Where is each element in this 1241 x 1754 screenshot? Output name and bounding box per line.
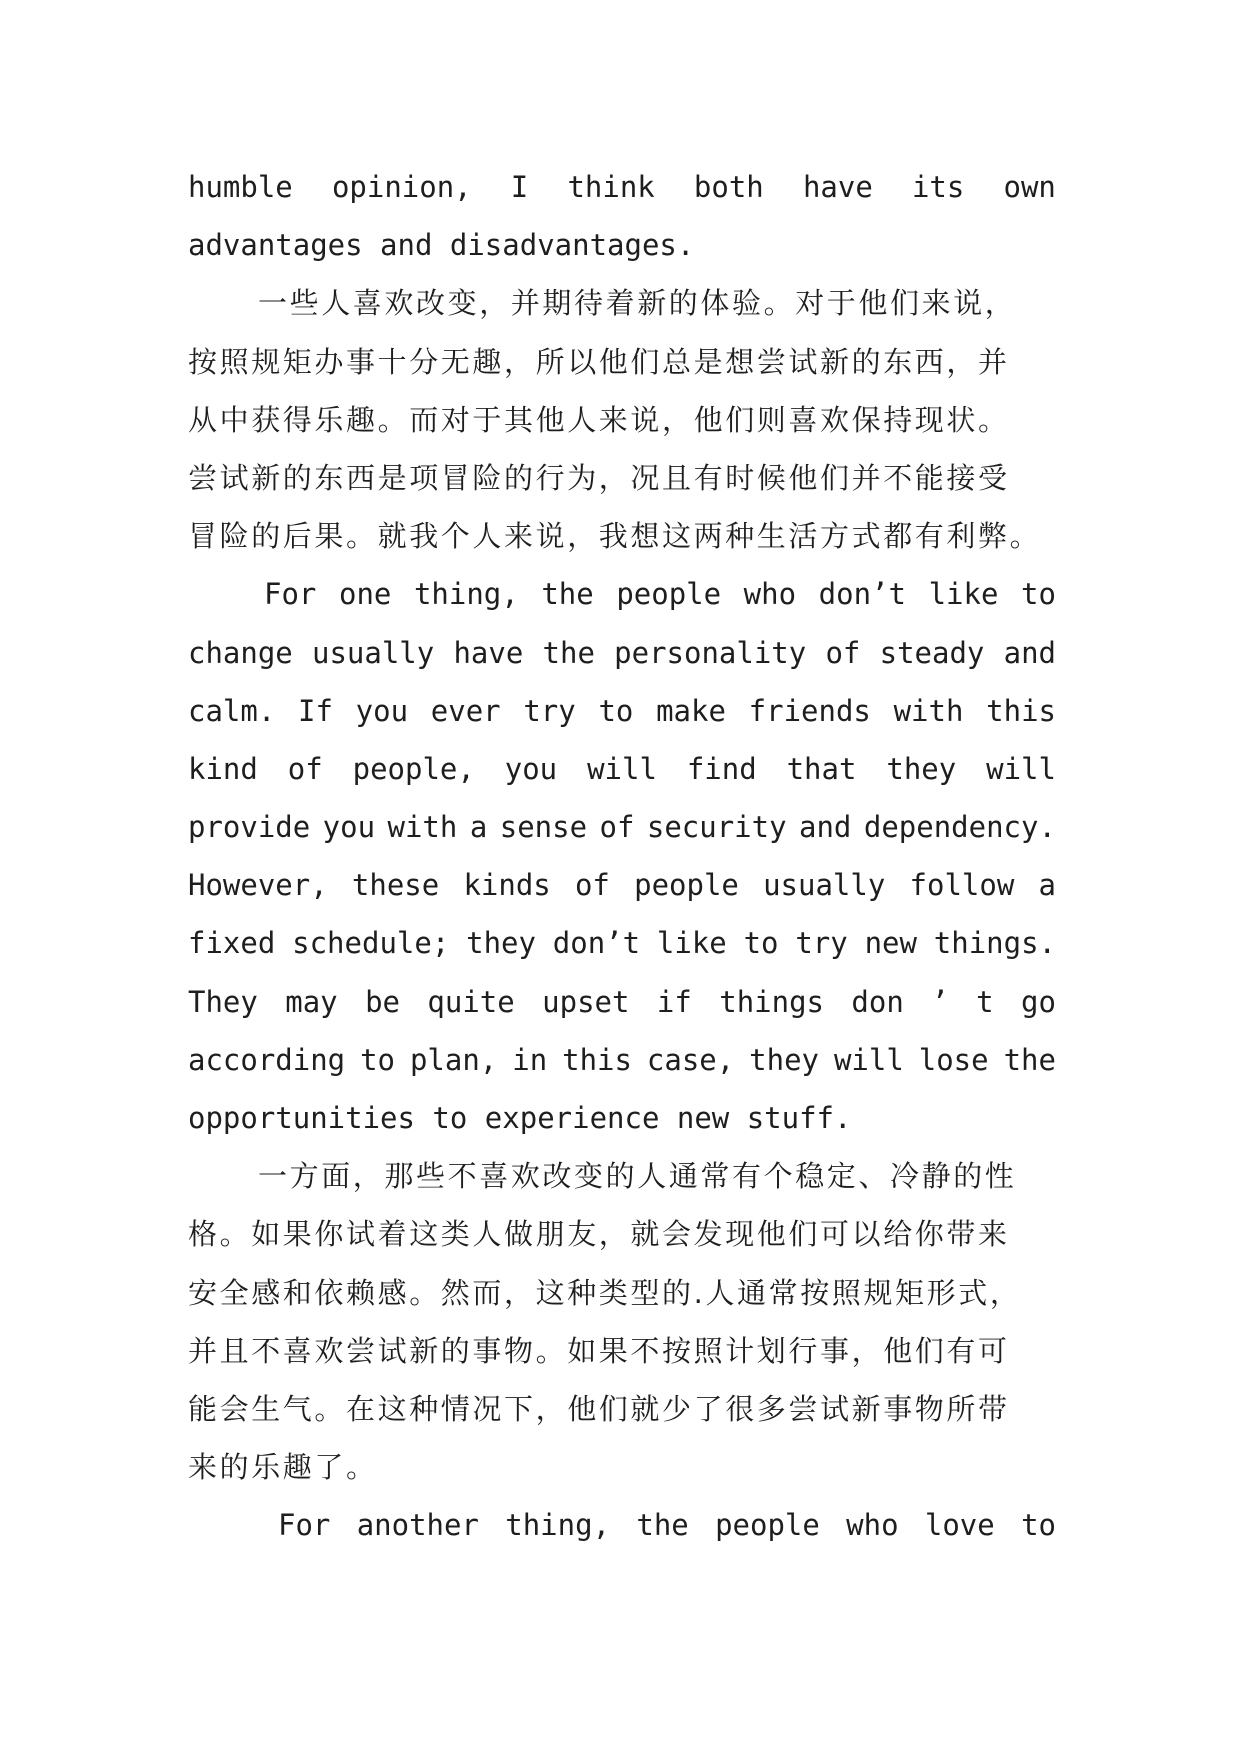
word: one: [338, 577, 392, 612]
word: that: [786, 751, 857, 786]
word: usually: [312, 635, 435, 670]
word: try: [795, 926, 848, 961]
word: the: [542, 635, 595, 670]
word: another: [356, 1508, 479, 1543]
word: who: [846, 1508, 899, 1543]
word: case,: [646, 1042, 735, 1077]
word: For: [264, 577, 317, 612]
word: usually: [763, 868, 886, 903]
word: opinion,: [331, 170, 472, 204]
word: kind: [188, 751, 258, 786]
word: a: [469, 810, 488, 845]
word: find: [686, 751, 757, 786]
word: love: [924, 1508, 995, 1543]
word: follow: [909, 868, 1015, 903]
english-text-line: [188, 914, 1056, 972]
word: like: [928, 577, 999, 612]
chinese-text-line: 冒险的后果。就我个人来说，我想这两种生活方式都有利弊。: [188, 519, 1042, 554]
word: If: [298, 693, 333, 728]
word: change: [188, 635, 293, 670]
word: personality: [614, 635, 807, 670]
word: of: [287, 751, 323, 786]
word: to: [598, 693, 634, 728]
text-column: [188, 158, 1056, 1555]
word: have: [453, 635, 524, 670]
word: according: [188, 1042, 346, 1077]
word: security: [646, 810, 787, 845]
word: the: [541, 577, 594, 612]
chinese-text-line: 来的乐趣了。: [188, 1450, 378, 1485]
word: and: [799, 810, 852, 845]
word: plan,: [409, 1042, 498, 1077]
word: these: [351, 868, 440, 903]
chinese-text-line: 并且不喜欢尝试新的事物。如果不按照计划行事，他们有可: [188, 1333, 1010, 1368]
chinese-text-line: 能会生气。在这种情况下，他们就少了很多尝试新事物所带: [188, 1391, 1010, 1426]
english-text-line: [188, 798, 1056, 856]
word: things.: [933, 926, 1056, 961]
word: to: [743, 926, 779, 961]
word: and: [1003, 635, 1056, 670]
word: However,: [188, 868, 328, 903]
word: new: [864, 926, 917, 961]
chinese-text-line: 尝试新的东西是项冒险的行为，况且有时候他们并不能接受: [188, 460, 1010, 495]
word: lose: [918, 1042, 989, 1077]
english-text-line: [188, 624, 1056, 682]
word: people,: [352, 751, 475, 786]
word: schedule;: [292, 926, 450, 961]
word: upset: [542, 984, 630, 1019]
english-text-line: [188, 1496, 1056, 1554]
word: its: [911, 170, 965, 204]
word: will: [833, 1042, 904, 1077]
word: you: [504, 751, 558, 786]
word: they: [466, 926, 536, 961]
word: t: [976, 984, 994, 1019]
word: you: [322, 810, 376, 845]
chinese-text-line: 按照规矩办事十分无趣，所以他们总是想尝试新的东西，并: [188, 344, 1010, 379]
word: try: [523, 693, 576, 728]
word: to: [1021, 577, 1056, 612]
word: may: [285, 984, 338, 1019]
word: the: [636, 1508, 689, 1543]
word: both: [693, 170, 764, 204]
word: provide: [188, 810, 311, 845]
chinese-text-line: 格。如果你试着这类人做朋友，就会发现他们可以给你带来: [188, 1217, 1010, 1252]
chinese-text-line: 安全感和依赖感。然而，这种类型的.人通常按照规矩形式，: [188, 1275, 1022, 1310]
word: will: [587, 751, 657, 786]
word: ’: [931, 984, 949, 1019]
word: thing,: [413, 577, 519, 612]
chinese-text-line: 一些人喜欢改变，并期待着新的体验。对于他们来说，: [258, 286, 1017, 321]
word: people: [634, 868, 739, 903]
word: people: [616, 577, 722, 612]
word: this: [986, 693, 1056, 728]
word: of: [574, 868, 610, 903]
word: thing,: [505, 1508, 611, 1543]
word: the: [1003, 1042, 1056, 1077]
word: of: [825, 635, 861, 670]
word: quite: [427, 984, 515, 1019]
word: think: [567, 170, 655, 204]
word: with: [893, 693, 964, 728]
word: have: [802, 170, 873, 204]
word: people: [715, 1508, 820, 1543]
word: a: [1038, 868, 1056, 903]
word: like: [656, 926, 727, 961]
word: in: [512, 1042, 548, 1077]
word: who: [743, 577, 797, 612]
word: you: [355, 693, 409, 728]
english-text-line: [188, 565, 1056, 623]
word: don: [851, 984, 904, 1019]
word: they: [749, 1042, 820, 1077]
word: dependency.: [863, 810, 1056, 845]
english-text-line: advantages and disadvantages.: [188, 228, 695, 263]
word: steady: [879, 635, 985, 670]
word: For: [278, 1508, 331, 1543]
english-text-line: [188, 856, 1056, 914]
word: friends: [748, 693, 871, 728]
word: calm.: [188, 693, 276, 728]
word: make: [656, 693, 726, 728]
word: kinds: [463, 868, 551, 903]
word: ever: [430, 693, 501, 728]
word: fixed: [188, 926, 276, 961]
chinese-text-line: 从中获得乐趣。而对于其他人来说，他们则喜欢保持现状。: [188, 402, 1010, 437]
chinese-text-line: 一方面，那些不喜欢改变的人通常有个稳定、冷静的性: [258, 1159, 1017, 1194]
word: to: [1021, 1508, 1056, 1543]
english-text-line: [188, 158, 1056, 216]
word: sense: [499, 810, 588, 845]
english-text-line: [188, 682, 1056, 740]
english-text-line: [188, 1031, 1056, 1089]
word: don’t: [818, 577, 906, 612]
word: own: [1003, 170, 1056, 204]
english-text-line: [188, 973, 1056, 1031]
word: They: [188, 984, 258, 1019]
word: with: [387, 810, 458, 845]
word: this: [562, 1042, 632, 1077]
word: go: [1021, 984, 1056, 1019]
word: be: [365, 984, 400, 1019]
word: things: [719, 984, 824, 1019]
word: if: [656, 984, 692, 1019]
english-text-line: opportunities to experience new stuff.: [188, 1101, 852, 1135]
word: of: [599, 810, 635, 845]
word: they: [886, 751, 957, 786]
word: don’t: [552, 926, 641, 961]
word: I: [510, 170, 529, 204]
english-text-line: [188, 740, 1056, 798]
word: to: [360, 1042, 396, 1077]
word: will: [986, 751, 1056, 786]
word: humble: [188, 170, 293, 204]
